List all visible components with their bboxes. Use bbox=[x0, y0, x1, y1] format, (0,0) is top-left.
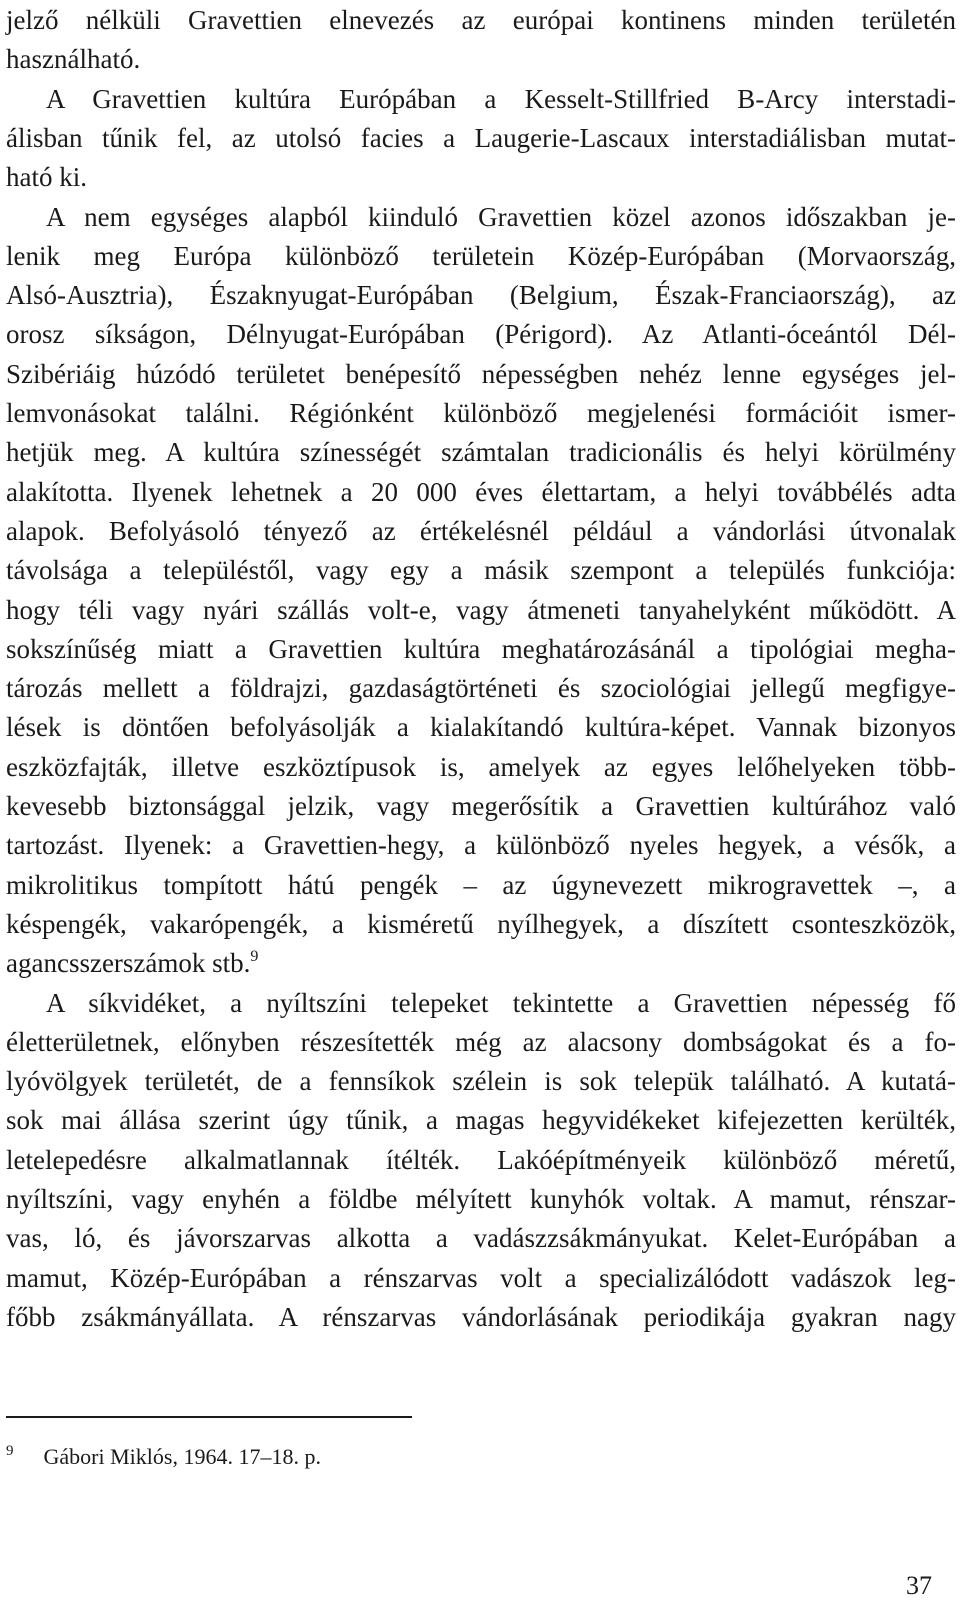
text-line bbox=[6, 550, 956, 590]
text-line bbox=[6, 432, 956, 472]
text-line bbox=[6, 393, 956, 433]
text-line-content: A síkvidéket, a nyíltszíni telepeket tekintette a Gravettien népesség fő bbox=[46, 987, 956, 1018]
text-line bbox=[6, 39, 956, 79]
text-line bbox=[6, 118, 956, 158]
text-line bbox=[6, 0, 956, 40]
text-line-content: életterületnek, előnyben részesítették még az alacsony dombságokat és a fo- bbox=[6, 1026, 956, 1057]
page-number: 37 bbox=[906, 1571, 932, 1600]
text-line bbox=[6, 1022, 956, 1062]
footnote-number: 9 bbox=[6, 1443, 14, 1459]
text-line bbox=[6, 354, 956, 394]
footnote-text: Gábori Miklós, 1964. 17–18. p. bbox=[43, 1444, 321, 1469]
text-line bbox=[6, 786, 956, 826]
text-line bbox=[46, 197, 956, 237]
text-line bbox=[6, 1218, 956, 1258]
text-line bbox=[6, 904, 956, 944]
text-line-content: főbb zsákmányállata. A rénszarvas vándorlásának periodikája gyakran nagy bbox=[6, 1301, 956, 1332]
text-line-content: hogy téli vagy nyári szállás volt-e, vagy átmeneti tanyahelyként működött. A bbox=[6, 594, 956, 625]
text-line-content: lyóvölgyek területét, de a fennsíkok szélein is sok telepük található. A kutatá- bbox=[6, 1066, 956, 1097]
text-line bbox=[6, 275, 956, 315]
text-line bbox=[6, 707, 956, 747]
text-line-content: lések is döntően befolyásolják a kialakítandó kultúra-képet. Vannak bizonyos bbox=[6, 712, 956, 743]
text-line-content: A nem egységes alapból kiinduló Gravettien közel azonos időszakban je- bbox=[46, 201, 956, 232]
text-line-content: ható ki. bbox=[6, 162, 87, 193]
text-line-content: kevesebb biztonsággal jelzik, vagy megerősítik a Gravettien kultúrához való bbox=[6, 791, 956, 821]
text-line-content: távolsága a településtől, vagy egy a másik szempont a település funkciója: bbox=[6, 555, 956, 586]
footnote-reference: 9 bbox=[250, 948, 259, 966]
text-line-content: A Gravettien kultúra Európában a Kesselt-Stillfried B-Arcy interstadi- bbox=[46, 83, 956, 114]
text-line-content: Alsó-Ausztria), Északnyugat-Európában (Belgium, Észak-Franciaország), az bbox=[6, 280, 956, 311]
text-line-content: agancsszerszámok stb. bbox=[6, 948, 251, 979]
text-line bbox=[46, 79, 956, 119]
text-line-content: eszközfajták, illetve eszköztípusok is, amelyek az egyes lelőhelyeken több- bbox=[6, 751, 956, 782]
text-line bbox=[6, 236, 956, 276]
text-line bbox=[6, 1258, 956, 1298]
text-line-content: alapok. Befolyásoló tényező az értékelésnél például a vándorlási útvonalak bbox=[6, 515, 956, 546]
footnote-separator bbox=[6, 1416, 412, 1418]
text-line bbox=[6, 629, 956, 669]
text-line-content: nyíltszíni, vagy enyhén a földbe mélyített kunyhók voltak. A mamut, rénszar- bbox=[6, 1184, 956, 1214]
text-line-content: lenik meg Európa különböző területein Közép-Európában (Morvaország, bbox=[6, 240, 956, 271]
text-line-content: Szibériáig húzódó területet benépesítő népességben nehéz lenne egységes jel- bbox=[6, 358, 956, 389]
text-line bbox=[6, 314, 956, 354]
text-line bbox=[6, 1100, 956, 1140]
text-line bbox=[6, 1061, 956, 1101]
text-line-content: tartozást. Ilyenek: a Gravettien-hegy, a különböző nyeles hegyek, a vésők, a bbox=[6, 830, 956, 861]
text-line bbox=[46, 983, 956, 1023]
text-line bbox=[6, 472, 956, 512]
text-line bbox=[6, 825, 956, 865]
text-line-content: álisban tűnik fel, az utolsó facies a Laugerie-Lascaux interstadiálisban mutat- bbox=[6, 122, 956, 153]
text-line bbox=[6, 747, 956, 787]
text-line-content: késpengék, vakarópengék, a kisméretű nyílhegyek, a díszített csonteszközök, bbox=[6, 908, 956, 939]
text-line-content: vas, ló, és jávorszarvas alkotta a vadászzsákmányukat. Kelet-Európában a bbox=[6, 1223, 956, 1254]
text-line bbox=[6, 1140, 956, 1180]
text-line-content: mamut, Közép-Európában a rénszarvas volt a specializálódott vadászok leg- bbox=[6, 1262, 956, 1293]
text-line-content: hetjük meg. A kultúra színességét számtalan tradicionális és helyi körülmény bbox=[6, 437, 956, 468]
text-line-content: használható. bbox=[6, 44, 141, 75]
text-line bbox=[6, 865, 956, 905]
text-line bbox=[6, 668, 956, 708]
text-line bbox=[6, 1179, 956, 1219]
text-line-content: tározás mellett a földrajzi, gazdaságtörténeti és szociológiai jellegű megfigye- bbox=[6, 673, 956, 704]
text-line bbox=[6, 511, 956, 551]
text-line-content: letelepedésre alkalmatlannak ítélték. Lakóépítményeik különböző méretű, bbox=[6, 1144, 956, 1175]
text-line-content: mikrolitikus tompított hátú pengék – az úgynevezett mikrogravettek –, a bbox=[6, 869, 956, 900]
text-line-content: lemvonásokat találni. Régiónként különböző megjelenési formációit ismer- bbox=[6, 398, 956, 428]
text-line-content: sok mai állása szerint úgy tűnik, a magas hegyvidékeket kifejezetten kerülték, bbox=[6, 1105, 956, 1136]
text-line-content: alakította. Ilyenek lehetnek a 20 000 éves élettartam, a helyi továbbélés adta bbox=[6, 476, 956, 507]
footnote bbox=[6, 1440, 321, 1474]
text-line bbox=[6, 943, 956, 983]
text-line-content: sokszínűség miatt a Gravettien kultúra meghatározásánál a tipológiai megha- bbox=[6, 633, 956, 664]
text-line bbox=[6, 590, 956, 630]
text-line-content: orosz síkságon, Délnyugat-Európában (Périgord). Az Atlanti-óceántól Dél- bbox=[6, 319, 956, 350]
text-line bbox=[6, 157, 956, 197]
text-line-content: jelző nélküli Gravettien elnevezés az európai kontinens minden területén bbox=[6, 5, 956, 35]
text-line bbox=[6, 1297, 956, 1337]
